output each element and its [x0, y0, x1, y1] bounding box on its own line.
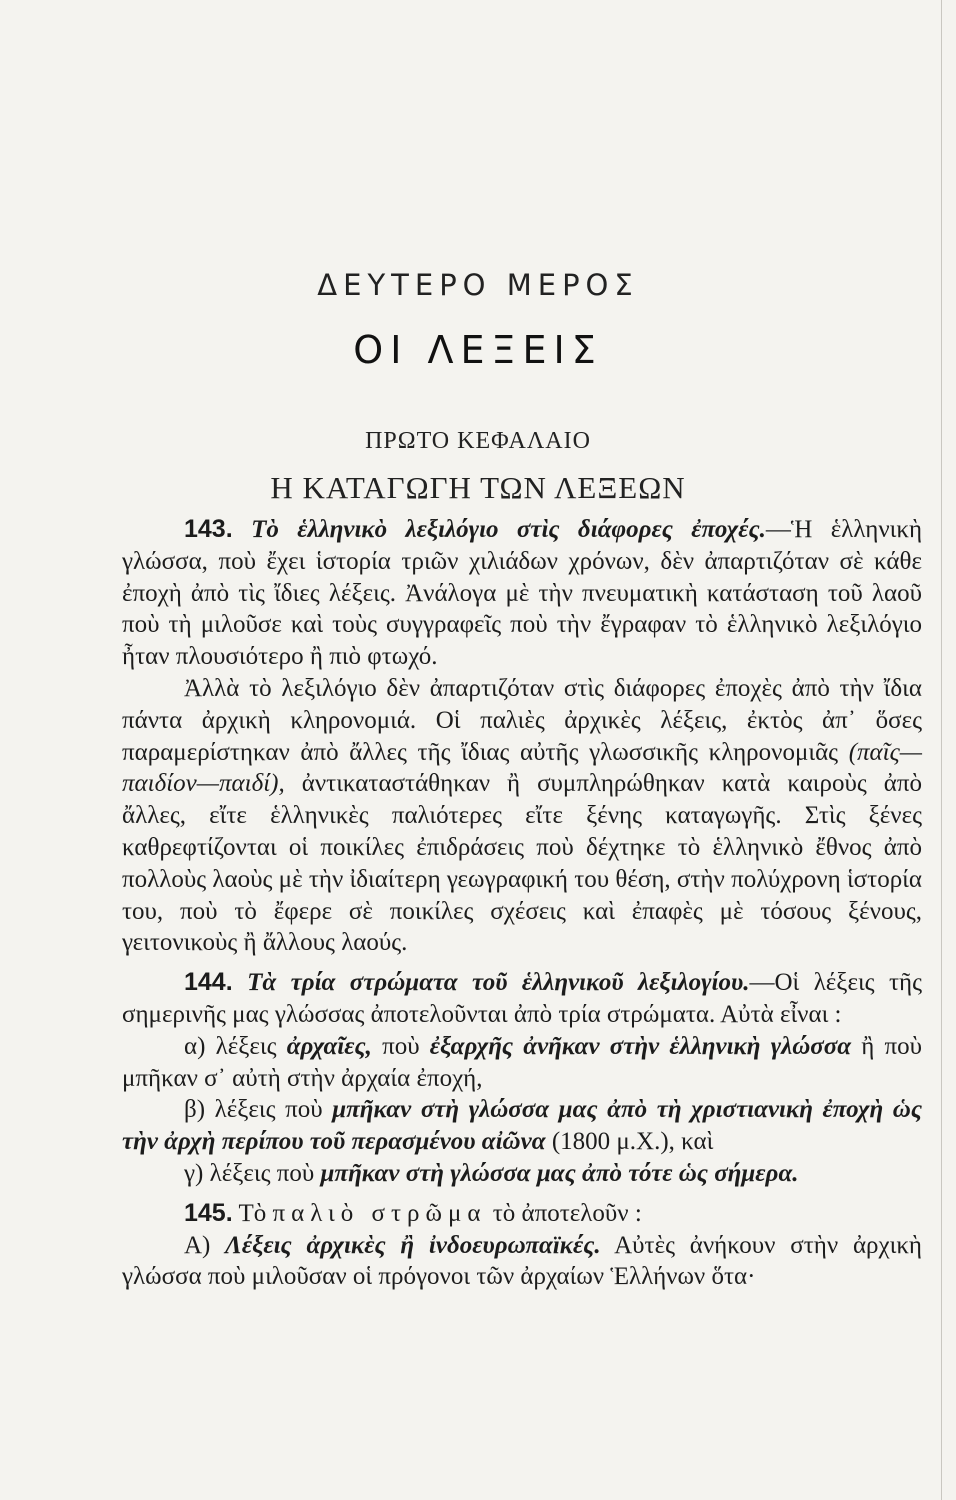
list-item-text: ἢ ποὺ μπῆκαν σ᾽ αὐτὴ στὴν ἀρχαία ἐποχή,: [122, 1032, 923, 1092]
list-item-a: [122, 1031, 922, 1095]
list-item-label: Α): [184, 1231, 226, 1259]
list-item-A: [122, 1230, 922, 1294]
paragraph-heading: Τὸ ἑλληνικὸ λεξιλόγιο στὶς διάφορες ἐποχές.: [251, 516, 766, 543]
emphasis: ἀρχαῖες,: [286, 1032, 372, 1060]
paragraph-text: Ἀλλὰ τὸ λεξιλόγιο δὲν ἀπαρτιζόταν στὶς διάφορες ἐποχὲς ἀπὸ τὴν ἴδια πάντα ἀρχικὴ κληρονομιά. Οἱ παλιὲς ἀρχικὲς λέξεις, ἐκτὸς ἀπ᾽ ὅσες παραμερίστηκαν ἀπὸ ἄλλες τῆς ἴδιας αὐτῆς γλωσσικῆς κληρονομιᾶς: [122, 674, 922, 766]
spaced-term: παλιὸ στρῶμα: [272, 1199, 487, 1227]
page-edge: [941, 0, 942, 1500]
paragraph-text: —Ἡ ἑλληνικὴ γλώσσα, ποὺ ἔχει ἱστορία τριῶν χιλιάδων χρόνων, δὲν ἀπαρτιζόταν σὲ κάθε ἐποχὴ ἀπὸ τὶς ἴδιες λέξεις. Ἀνάλογα μὲ τὴν πνευματικὴ κατάσταση τοῦ λαοῦ ποὺ τὴ μιλοῦσε καὶ τοὺς συγγραφεῖς ποὺ τὴν ἔγραφαν τὸ ἑλληνικὸ λεξιλόγιο ἦταν πλουσιότερο ἢ πιὸ φτωχό.: [122, 516, 923, 671]
emphasis: μπῆκαν στὴ γλώσσα μας ἀπὸ τότε ὡς σήμερα.: [320, 1159, 799, 1187]
paragraph-144: [122, 967, 922, 1031]
example-words: (παῖς—παιδίον—παιδί),: [122, 738, 922, 798]
part-heading: ΔΕΥΤΕΡΟ ΜΕΡΟΣ: [317, 268, 639, 302]
paragraph-number: 144.: [184, 968, 233, 997]
paragraph-143-continued: [122, 673, 922, 959]
emphasis: μπῆκαν στὴ γλώσσα μας ἀπὸ τὴ χριστιανικὴ ἐποχὴ ὡς τὴν ἀρχὴ περίπου τοῦ περασμένου αἰῶνα: [122, 1096, 922, 1156]
list-item-b: [122, 1094, 922, 1158]
list-item-text: ποὺ: [371, 1032, 430, 1060]
list-item-text: Αὐτὲς ἀνήκουν στὴν ἀρχικὴ γλώσσα ποὺ μιλοῦσαν οἱ πρόγονοι τῶν ἀρχαίων Ἑλλήνων ὅτα·: [122, 1231, 923, 1291]
paragraph-text: —Οἱ λέξεις τῆς σημερινῆς μας γλώσσας ἀποτελοῦνται ἀπὸ τρία στρώματα. Αὐτὰ εἶναι :: [122, 969, 923, 1028]
list-item-label: α) λέξεις: [184, 1032, 287, 1060]
paragraph-text: ἀντικαταστάθηκαν ἢ συμπληρώθηκαν κατὰ καιροὺς ἀπὸ ἄλλες, εἴτε ἑλληνικὲς παλιότερες εἴτε ξένης καταγωγῆς. Στὶς ξένες καθρεφτίζονται οἱ ποικίλες ἐπιδράσεις ποὺ δέχτηκε τὸ ἑλληνικὸ ἔθνος ἀπὸ πολλοὺς λαοὺς μὲ τὴν ἰδιαίτερη γεωγραφική του θέση, στὴν πολύχρονη ἱστορία του, ποὺ τὸ ἔφερε σὲ ποικίλες σχέσεις καὶ ἐπαφὲς μὲ τόσους ξένους, γειτονικοὺς ἢ ἄλλους λαούς.: [122, 770, 923, 957]
chapter-title: Η ΚΑΤΑΓΩΓΗ ΤΩΝ ΛΕΞΕΩΝ: [270, 470, 686, 505]
emphasis: Λέξεις ἀρχικὲς ἢ ἰνδοευρωπαϊκές.: [225, 1231, 601, 1259]
body-text: [122, 514, 922, 1293]
list-item-label: γ) λέξεις ποὺ: [184, 1159, 321, 1187]
paragraph-number: 143.: [184, 515, 233, 543]
paragraph-text: Τὸ: [238, 1199, 273, 1227]
chapter-label: ΠΡΩΤΟ ΚΕΦΑΛΑΙΟ: [365, 428, 591, 454]
paragraph-145: [122, 1198, 922, 1230]
paragraph-text: τὸ ἀποτελοῦν :: [486, 1199, 642, 1227]
paragraph-143: [122, 514, 922, 673]
emphasis: ἐξαρχῆς ἀνῆκαν στὴν ἑλληνικὴ γλώσσα: [429, 1032, 852, 1060]
list-item-c: [122, 1158, 922, 1190]
paragraph-heading: Τὰ τρία στρώματα τοῦ ἑλληνικοῦ λεξιλογίου.: [247, 969, 750, 997]
paragraph-number: 145.: [184, 1198, 233, 1227]
list-item-text: (1800 μ.Χ.), καὶ: [545, 1128, 714, 1156]
list-item-label: β) λέξεις ποὺ: [184, 1096, 333, 1124]
section-heading: ΟΙ ΛΕΞΕΙΣ: [353, 328, 603, 372]
